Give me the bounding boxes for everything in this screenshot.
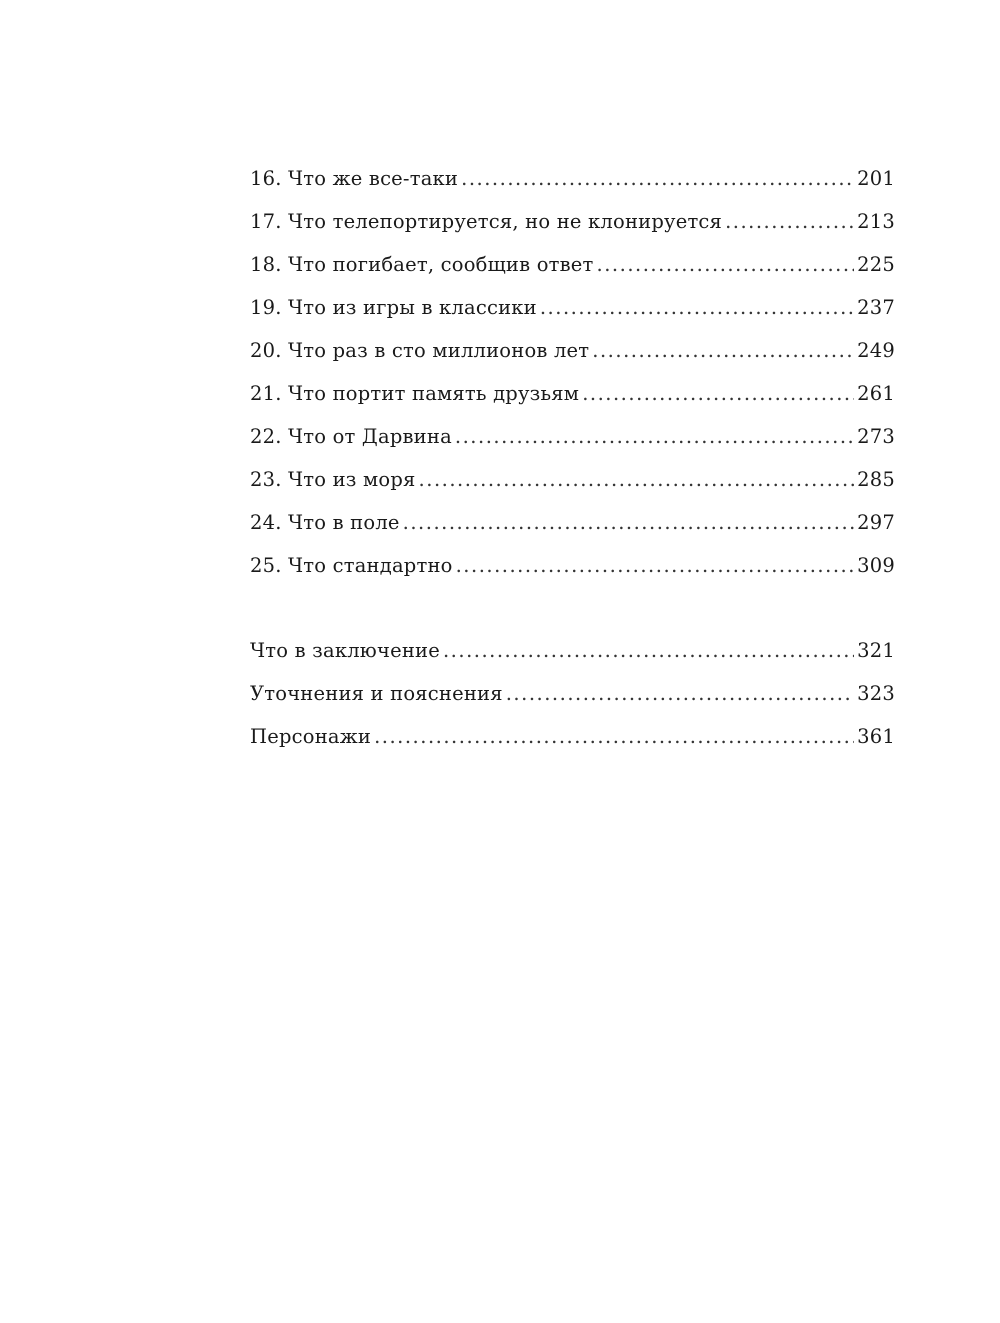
toc-leader-dots xyxy=(506,672,854,715)
toc-entry-page: 323 xyxy=(857,682,895,705)
toc-entry xyxy=(250,458,895,501)
toc-entry-page: 321 xyxy=(857,639,895,662)
toc-back-matter-list xyxy=(250,629,895,758)
toc-entry-title: 17. Что телепортируется, но не клонируется xyxy=(250,210,723,233)
toc-entry-page: 261 xyxy=(857,382,895,405)
toc-entry-page: 225 xyxy=(857,253,895,276)
toc-entry-page: 297 xyxy=(857,511,895,534)
toc-entry xyxy=(250,286,895,329)
toc-entry-title: 20. Что раз в сто миллионов лет xyxy=(250,339,590,362)
toc-leader-dots xyxy=(374,715,854,758)
toc-entry xyxy=(250,329,895,372)
toc-entry xyxy=(250,200,895,243)
toc-entry-title: 21. Что портит память друзьям xyxy=(250,382,580,405)
toc-leader-dots xyxy=(419,458,855,501)
toc-entry-title: 18. Что погибает, сообщив ответ xyxy=(250,253,594,276)
toc-entry-title: 24. Что в поле xyxy=(250,511,400,534)
toc-entry xyxy=(250,544,895,587)
toc-entry xyxy=(250,672,895,715)
toc-leader-dots xyxy=(456,544,855,587)
toc-entry-title: 23. Что из моря xyxy=(250,468,416,491)
toc-entry-title: 25. Что стандартно xyxy=(250,554,453,577)
toc-entry-page: 285 xyxy=(857,468,895,491)
toc-entry-title: 16. Что же все-таки xyxy=(250,167,459,190)
toc-leader-dots xyxy=(592,329,854,372)
toc-entry xyxy=(250,629,895,672)
toc-leader-dots xyxy=(597,243,855,286)
toc-entry-page: 361 xyxy=(857,725,895,748)
toc-entry-page: 213 xyxy=(857,210,895,233)
toc-entry-page: 273 xyxy=(857,425,895,448)
toc-leader-dots xyxy=(455,415,854,458)
toc-leader-dots xyxy=(725,200,854,243)
toc-chapters-list xyxy=(250,157,895,587)
toc-entry xyxy=(250,372,895,415)
toc-leader-dots xyxy=(582,372,854,415)
toc-entry-page: 249 xyxy=(857,339,895,362)
toc-entry xyxy=(250,501,895,544)
toc-entry-title: 19. Что из игры в классики xyxy=(250,296,537,319)
toc-entry xyxy=(250,157,895,200)
toc-leader-dots xyxy=(443,629,854,672)
toc-entry xyxy=(250,415,895,458)
toc-leader-dots xyxy=(540,286,854,329)
toc-entry-page: 237 xyxy=(857,296,895,319)
toc-entry-title: Уточнения и пояснения xyxy=(250,682,503,705)
toc-entry-title: 22. Что от Дарвина xyxy=(250,425,452,448)
toc-entry-title: Что в заключение xyxy=(250,639,440,662)
toc-entry xyxy=(250,243,895,286)
toc-entry xyxy=(250,715,895,758)
toc-entry-title: Персонажи xyxy=(250,725,372,748)
toc-leader-dots xyxy=(403,501,855,544)
toc-leader-dots xyxy=(461,157,854,200)
toc-entry-page: 201 xyxy=(857,167,895,190)
toc-entry-page: 309 xyxy=(857,554,895,577)
